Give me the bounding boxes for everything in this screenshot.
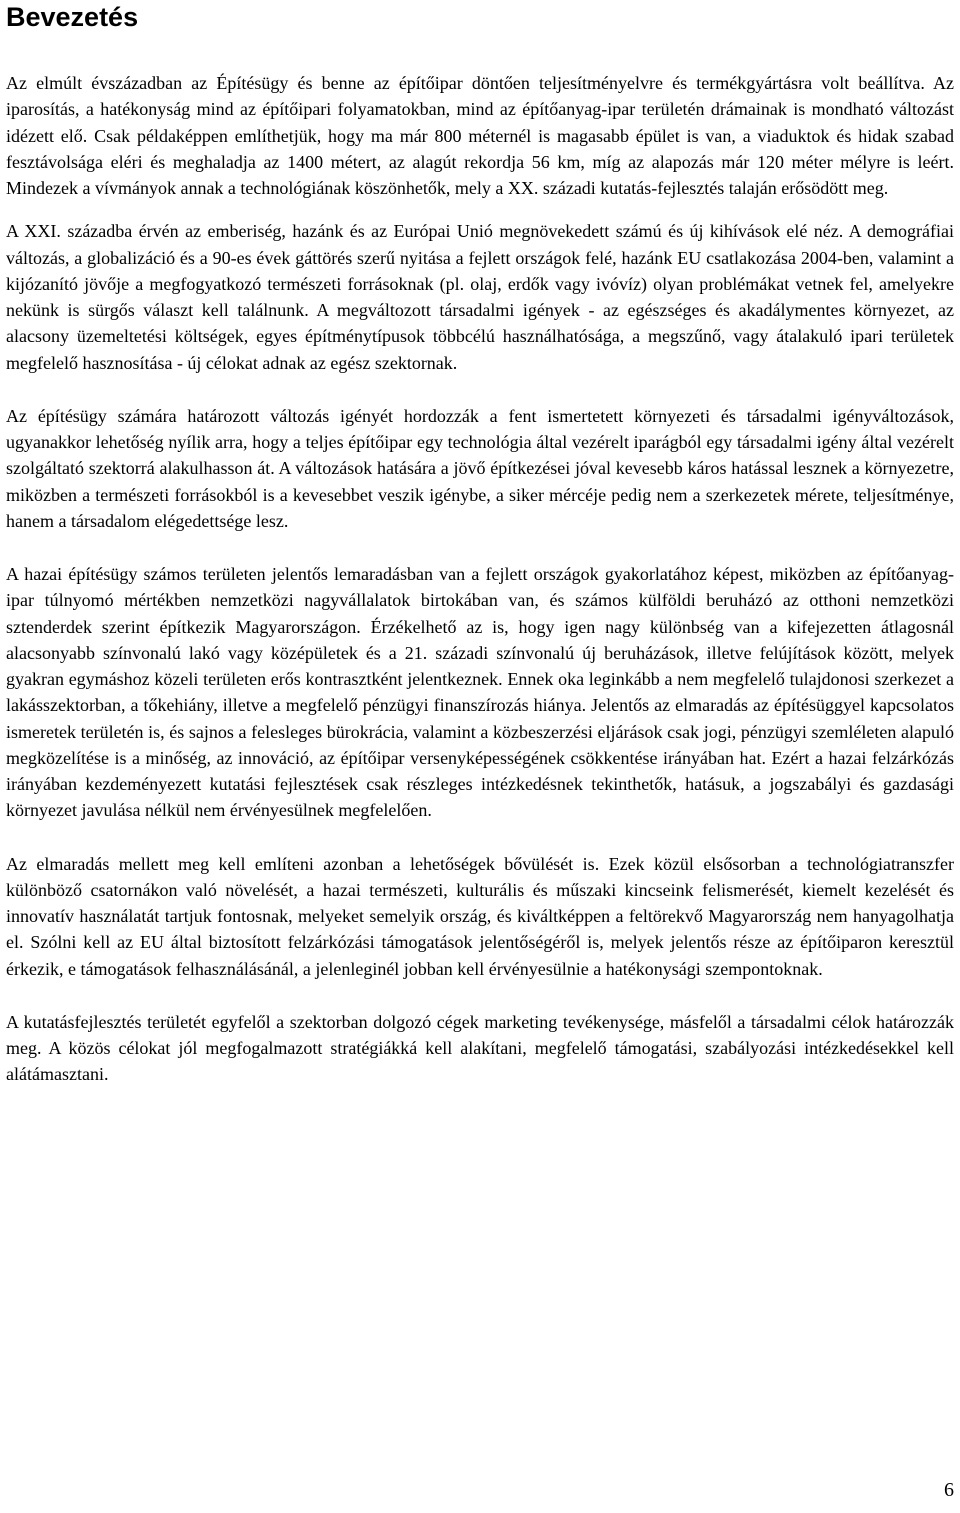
section-heading: Bevezetés [6, 2, 139, 32]
paragraph-6: A kutatásfejlesztés területét egyfelől a szektorban dolgozó cégek marketing tevékenysége, másfelől a társadalmi célok határozzák meg. A közös célokat jól megfogalmazott stratégiákká kell alakítani, megfelelő támogatási, szabályozási intézkedésekkel kell alátámasztani. [6, 1011, 954, 1085]
paragraph-5: Az elmaradás mellett meg kell említeni azonban a lehetőségek bővülését is. Ezek közül elsősorban a technológiatranszfer különböző csatornákon való növelését, a hazai természeti, kulturális és műszaki kincseink felismerését, kiemelt kezelését és innovatív használatát tartjuk fontosnak, melyeket semelyik ország, és kiváltképpen a feltörekvő Magyarország nem hanyagolhatja el. Szólni kell az EU által biztosított felzárkózási támogatások jelentőségéről is, melyek jelentős része az építőiparon keresztül érkezik, e támogatások felhasználásánál, a jelenleginél jobban kell érvényesülnie a hatékonysági szempontoknak. [6, 853, 954, 979]
paragraph-1: Az elmúlt évszázadban az Építésügy és benne az építőipar döntően teljesítményelvre és termékgyártásra volt beállítva. Az iparosítás, a hatékonyság mind az építőipari folyamatokban, mind az építőanyag-ipar területén drámainak is mondható változást idézett elő. Csak példaképpen említhetjük, hogy ma már 800 méternél is magasabb épület is van, a viaduktok és hidak szabad fesztávolsága eléri és meghaladja az 1400 métert, az alagút rekordja 56 km, míg az alapozás már 120 méter mélyre is leért. Mindezek a vívmányok annak a technológiának köszönhetők, mely a XX. századi kutatás-fejlesztés talaján erősödött meg. [6, 73, 954, 198]
document-page [6, 0, 954, 1088]
paragraph-3: Az építésügy számára határozott változás igényét hordozzák a fent ismertetett környezeti és társadalmi igényváltozások, ugyanakkor lehetőség nyílik arra, hogy a teljes építőipar egy technológia által vezérelt iparágból egy társadalmi igény által vezérelt szolgáltató szektorrá alakulhasson át. A változások hatására a jövő építkezései jóval kevesebb káros hatással lesznek a környezetre, miközben a természeti forrásokból is a kevesebbet veszik igénybe, a siker mércéje pedig nem a szerkezetek mérete, teljesítménye, hanem a társadalom elégedettsége lesz. [6, 405, 954, 531]
paragraph-4: A hazai építésügy számos területen jelentős lemaradásban van a fejlett országok gyakorlatához képest, miközben az építőanyag-ipar túlnyomó mértékben nemzetközi nagyvállalatok birtokában van, és számos külföldi beruházó az otthoni nemzetközi sztenderdek szerint építkezik Magyarországon. Érzékelhető az is, hogy igen nagy különbség van a kifejezetten átlagosnál alacsonyabb színvonalú lakó vagy középületek és a 21. századi színvonalú új beruházások, illetve felújítások között, melyek gyakran egymáshoz közeli területen erős kontrasztként jelentkeznek. Ennek oka leginkább a nem megfelelő tulajdonosi szerkezet a lakásszektorban, a tőkehiány, illetve a megfelelő pénzügyi finanszírozás hiánya. Jelentős az elmaradás az építésüggyel kapcsolatos ismeretek területén is, és sajnos a felesleges bürokrácia, valamint a közbeszerzési eljárások csak jogi, pénzügyi szemléleten alapuló megközelítése is a minőség, az innováció, az építőipar versenyképességének csökkentése irányában hat. Ezért a hazai felzárkózás irányában kezdeményezett kutatási fejlesztések csak részleges intézkedésnek tekinthetők, hatásuk, a jogszabályi és gazdasági környezet javulása nélkül nem érvényesülnek megfelelően. [6, 564, 954, 821]
page-number: 6 [944, 1479, 954, 1501]
paragraph-2: A XXI. századba érvén az emberiség, hazánk és az Európai Unió megnövekedett számú és új kihívások elé néz. A demográfiai változás, a globalizáció és a 90-es évek gáttörés szerű nyitása a fejlett országok felé, hazánk EU csatlakozása 2004-ben, valamint a kijózanító jövője a megfogyatkozó természeti forrásoknak (pl. olaj, erdők vagy ivóvíz) olyan problémákat vetnek fel, amelyekre nekünk is sürgős választ kell találnunk. A megváltozott társadalmi igények - az egészséges és akadálymentes környezet, az alacsony üzemeltetési költségek, egyes építménytípusok többcélú használhatósága, a megszűnő, vagy átalakuló ipari területek megfelelő hasznosítása - új célokat adnak az egész szektornak. [6, 221, 954, 373]
